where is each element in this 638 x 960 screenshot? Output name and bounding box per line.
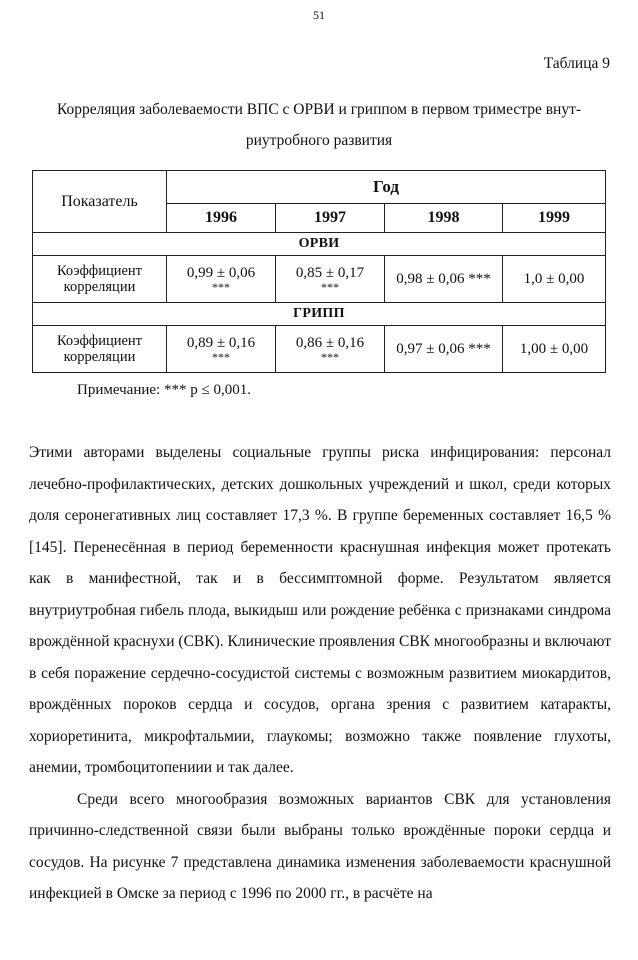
table-row <box>33 326 606 373</box>
table-cell <box>503 256 606 303</box>
significance-mark: *** <box>212 280 230 294</box>
year-1996: 1996 <box>167 204 276 233</box>
table-cell <box>276 326 385 373</box>
cell-value: 1,0 ± 0,00 <box>523 271 585 287</box>
year-1997: 1997 <box>276 204 385 233</box>
significance-mark: *** <box>212 350 230 364</box>
year-header: Год <box>167 171 606 204</box>
table-note: Примечание: *** p ≤ 0,001. <box>77 382 251 398</box>
year-1998: 1998 <box>385 204 503 233</box>
paragraph: Этими авторами выделены социальные группы риска инфицирования: персонал лечебно-профилактических, детских дошкольных учреждений и школ, среди которых доля серонегативных лиц составляет 17,3 %. В группе беременных составляет 16,5 % [145]. Перенесённая в период беременности краснушная инфекция может протекать как в манифестной, так и в бессимптомной форме. Результатом является внутриутробная гибель плода, выкидыш или рождение ребёнка с признаками синдрома врождённой краснухи (СВК). Клинические проявления СВК многообразны и включают в себя поражение сердечно-сосудистой системы с возможным развитием миокардитов, врождённых пороков сердца и сосудов, органа зрения с развитием катаракты, хориоретинита, микрофтальмии, глаукомы; возможно также появление глухоты, анемии, тромбоцитопениии и так далее. <box>29 444 611 776</box>
paragraph: Среди всего многообразия возможных вариантов СВК для установления причинно-следственной связи были выбраны только врождённые пороки сердца и сосудов. На рисунке 7 представлена динамика изменения заболеваемости краснушной инфекцией в Омске за период с 1996 по 2000 гг., в расчёте на <box>29 790 611 902</box>
table-cell <box>503 326 606 373</box>
table-cell <box>276 256 385 303</box>
section-gripp: ГРИПП <box>33 303 606 326</box>
significance-mark: *** <box>321 280 339 294</box>
cell-value: 0,89 ± 0,16 <box>186 335 256 351</box>
cell-value: 0,98 ± 0,06 *** <box>396 271 491 287</box>
row-label: Коэффициент корреляции <box>33 326 167 373</box>
body-text <box>29 437 611 910</box>
table-row <box>33 256 606 303</box>
cell-value: 0,86 ± 0,16 <box>295 335 365 351</box>
cell-value: 1,00 ± 0,00 <box>519 341 589 357</box>
section-orvi: ОРВИ <box>33 233 606 256</box>
cell-value: 0,97 ± 0,06 *** <box>396 341 491 357</box>
indicator-header: Показатель <box>33 171 167 233</box>
cell-value: 0,99 ± 0,06 <box>186 265 256 281</box>
table-title: Корреляция заболеваемости ВПС с ОРВИ и гриппом в первом триместре внут- риутробного развития <box>56 101 582 149</box>
table-cell <box>167 256 276 303</box>
cell-value: 0,85 ± 0,17 <box>295 265 365 281</box>
page-number: 51 <box>313 8 325 22</box>
significance-mark: *** <box>321 350 339 364</box>
table-cell <box>385 326 503 373</box>
table-cell <box>385 256 503 303</box>
correlation-table <box>32 170 606 373</box>
table-label: Таблица 9 <box>543 55 610 72</box>
table-cell <box>167 326 276 373</box>
year-1999: 1999 <box>503 204 606 233</box>
row-label: Коэффициент корреляции <box>33 256 167 303</box>
